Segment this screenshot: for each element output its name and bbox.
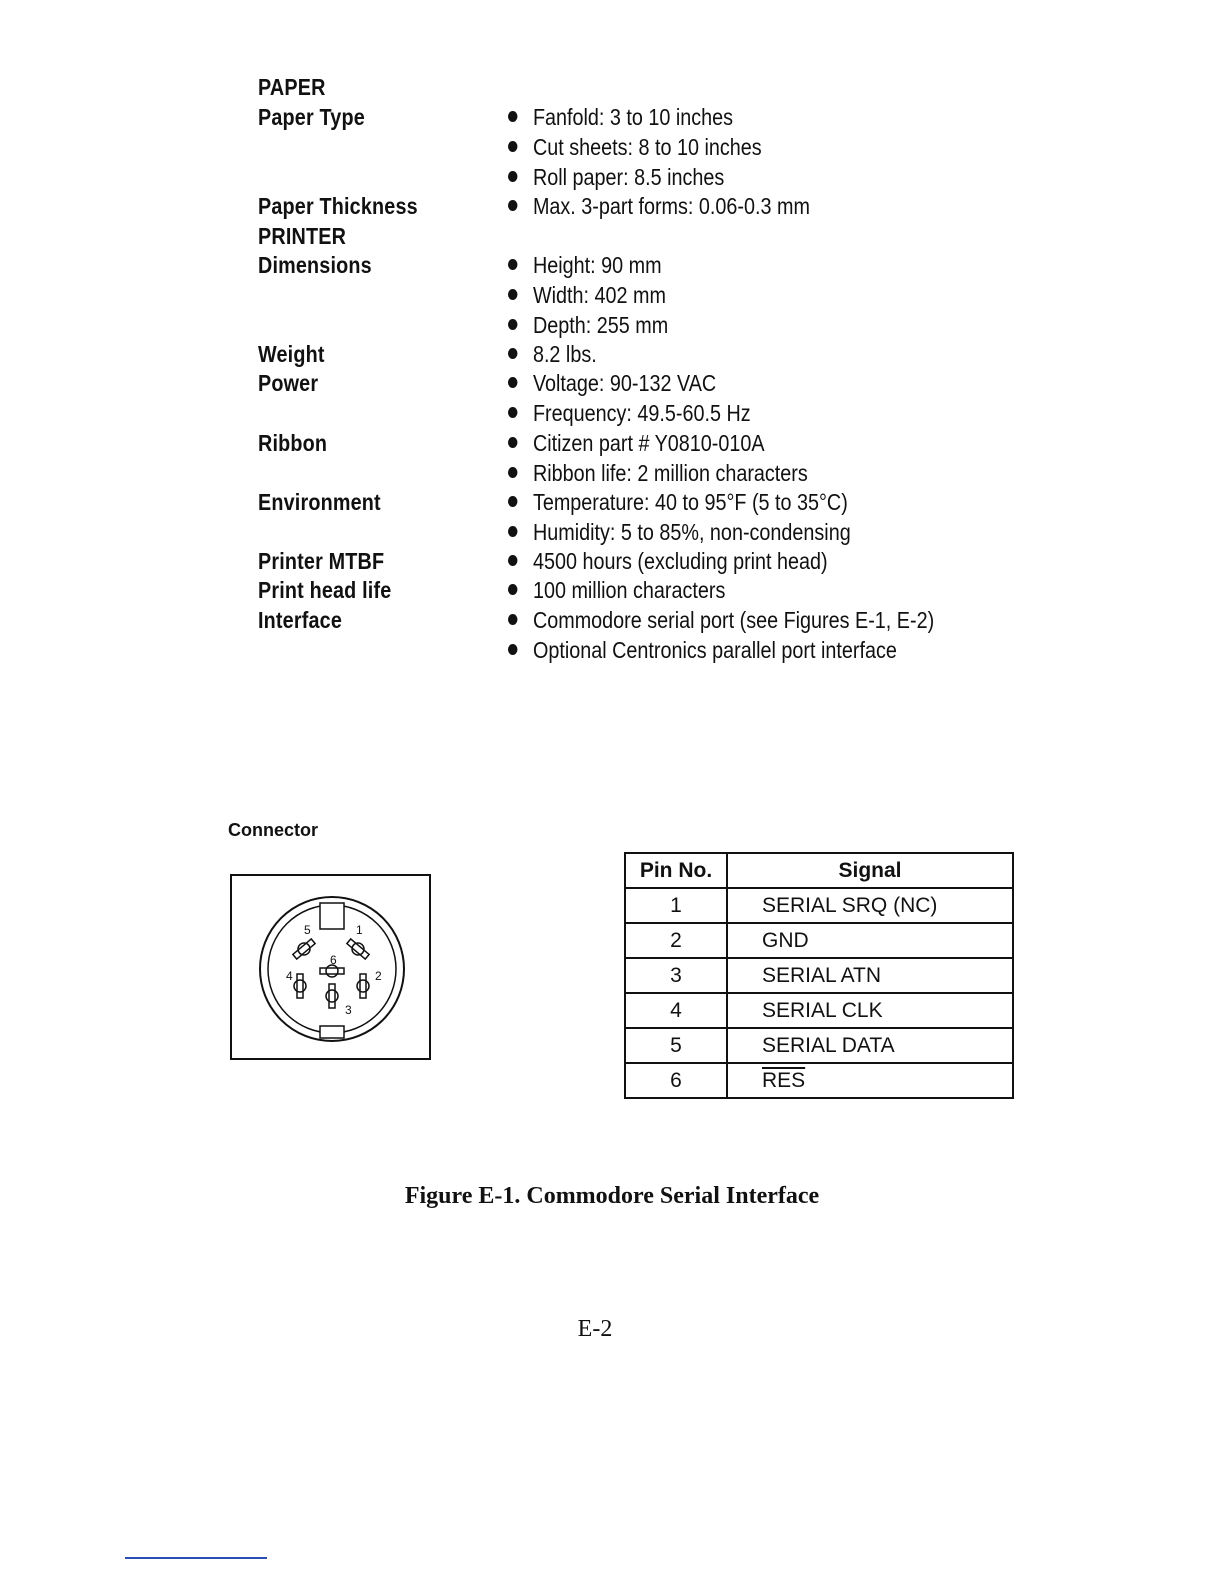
spec-list [0, 0, 1224, 680]
bullet-icon [508, 555, 517, 566]
spec-value: Voltage: 90-132 VAC [508, 370, 716, 397]
table-row [625, 1028, 1013, 1063]
spec-value: Commodore serial port (see Figures E-1, E-2) [508, 607, 934, 634]
spec-label: Printer MTBF [258, 548, 385, 574]
bullet-icon [508, 644, 517, 655]
signal-cell: SERIAL CLK [727, 993, 1013, 1028]
footer-rule [125, 1557, 267, 1559]
pin-cell: 2 [625, 923, 727, 958]
pin-label: 2 [375, 969, 382, 983]
pin-label: 5 [304, 923, 311, 937]
bullet-icon [508, 584, 517, 595]
bullet-icon [508, 614, 517, 625]
signal-cell: GND [727, 923, 1013, 958]
bullet-icon [508, 437, 517, 448]
bullet-icon [508, 111, 517, 122]
spec-value: Width: 402 mm [508, 282, 666, 309]
pin-label: 3 [345, 1003, 352, 1017]
spec-label: Weight [258, 341, 325, 367]
table-row [625, 993, 1013, 1028]
table-row [625, 1063, 1013, 1098]
pin-cell: 4 [625, 993, 727, 1028]
spec-value: Ribbon life: 2 million characters [508, 460, 808, 487]
spec-label: Interface [258, 607, 343, 633]
bullet-icon [508, 467, 517, 478]
pin-label: 4 [286, 969, 293, 983]
spec-value: Optional Centronics parallel port interface [508, 637, 897, 664]
spec-value: Max. 3-part forms: 0.06-0.3 mm [508, 193, 810, 220]
bullet-icon [508, 496, 517, 507]
spec-value: Humidity: 5 to 85%, non-condensing [508, 519, 851, 546]
figure-caption: Figure E-1. Commodore Serial Interface [404, 1183, 820, 1209]
page-number: E-2 [577, 1316, 613, 1342]
signal-cell: SERIAL SRQ (NC) [727, 888, 1013, 923]
spec-label: Paper Thickness [258, 193, 418, 219]
spec-label: Power [258, 370, 319, 396]
spec-value: Frequency: 49.5-60.5 Hz [508, 400, 751, 427]
bullet-icon [508, 377, 517, 388]
signal-cell: SERIAL DATA [727, 1028, 1013, 1063]
pin-cell: 3 [625, 958, 727, 993]
table-row [625, 923, 1013, 958]
table-row [625, 958, 1013, 993]
connector-diagram [230, 874, 431, 1060]
spec-label: Dimensions [258, 252, 372, 278]
pin-label: 1 [356, 923, 363, 937]
bullet-icon [508, 259, 517, 270]
bullet-icon [508, 200, 517, 211]
table-row [625, 888, 1013, 923]
pin-label: 6 [330, 953, 337, 967]
spec-value: 4500 hours (excluding print head) [508, 548, 828, 575]
bullet-icon [508, 289, 517, 300]
column-header-pin: Pin No. [625, 853, 727, 888]
pin-cell: 5 [625, 1028, 727, 1063]
signal-cell: SERIAL ATN [727, 958, 1013, 993]
spec-value: Citizen part # Y0810-010A [508, 430, 765, 457]
table-header-row [625, 853, 1013, 888]
pin-signal-table [624, 852, 1014, 1099]
bullet-icon [508, 319, 517, 330]
column-header-signal: Signal [727, 853, 1013, 888]
spec-value: Depth: 255 mm [508, 312, 668, 339]
spec-value: Roll paper: 8.5 inches [508, 164, 724, 191]
signal-reset-text: $\overline{RES}$ [762, 1068, 806, 1092]
bullet-icon [508, 171, 517, 182]
spec-label: Environment [258, 489, 381, 515]
signal-cell [727, 1063, 1013, 1098]
bullet-icon [508, 526, 517, 537]
bullet-icon [508, 141, 517, 152]
connector-title: Connector [228, 820, 318, 840]
section-heading-paper: PAPER [258, 74, 326, 100]
bullet-icon [508, 407, 517, 418]
spec-value: 100 million characters [508, 577, 725, 604]
section-heading-printer: PRINTER [258, 223, 347, 249]
spec-value: 8.2 lbs. [508, 341, 597, 368]
spec-value: Temperature: 40 to 95°F (5 to 35°C) [508, 489, 848, 516]
spec-label: Print head life [258, 577, 392, 603]
spec-label: Ribbon [258, 430, 328, 456]
spec-value: Fanfold: 3 to 10 inches [508, 104, 733, 131]
din-connector-icon [232, 876, 429, 1058]
pin-cell: 6 [625, 1063, 727, 1098]
spec-label: Paper Type [258, 104, 365, 130]
pin-cell: 1 [625, 888, 727, 923]
bullet-icon [508, 348, 517, 359]
spec-value: Cut sheets: 8 to 10 inches [508, 134, 762, 161]
spec-value: Height: 90 mm [508, 252, 662, 279]
